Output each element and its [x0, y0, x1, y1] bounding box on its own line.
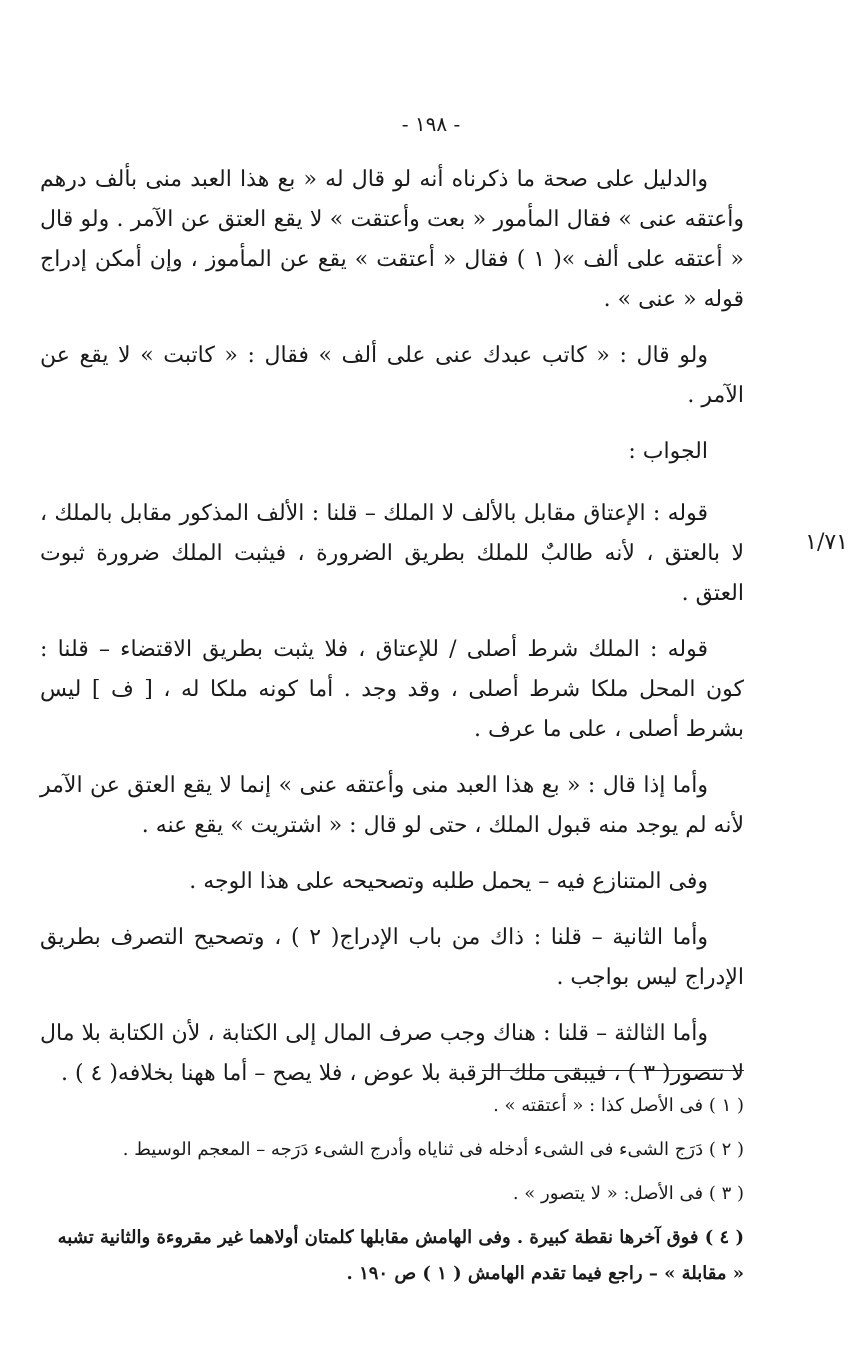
- footnote-2: ( ٢ ) دَرَج الشىء فى الشىء أدخله فى ثناياه وأدرج الشىء دَرَجه – المعجم الوسيط .: [122, 1139, 744, 1160]
- paragraph-7: وفى المتنازع فيه – يحمل طلبه وتصحيحه على هذا الوجه .: [189, 869, 708, 894]
- paragraph-8: وأما الثانية – قلنا : ذاك من باب الإدراج( ٢ ) ، وتصحيح التصرف بطريق الإدراج ليس بواجب .: [40, 925, 744, 990]
- footnote-1: ( ١ ) فى الأصل كذا : « أعتقته » .: [493, 1095, 744, 1116]
- footnote-divider: [482, 1070, 744, 1071]
- page-number: - ١٩٨ -: [401, 112, 461, 136]
- paragraph-1: والدليل على صحة ما ذكرناه أنه لو قال له « بع هذا العبد منى بألف درهم وأعتقه عنى » فقال المأمور « بعت وأعتقت » لا يقع العتق عن الآمر . ولو قال « أعتقه على ألف »( ١ ) فقال « أعتقت » يقع عن المأموز ، وإن أمكن إدراج قوله « عنى » .: [40, 167, 745, 312]
- footnote-4: ( ٤ ) فوق آخرها نقطة كبيرة . وفى الهامش مقابلها كلمتان أولاهما غير مقروءة والثانية تشبه: [57, 1227, 744, 1248]
- margin-folio-reference: ١/٧١: [805, 530, 848, 555]
- paragraph-2: ولو قال : « كاتب عبدك عنى على ألف » فقال : « كاتبت » لا يقع عن الآمر .: [40, 343, 744, 408]
- paragraph-answer-heading: الجواب :: [628, 439, 708, 464]
- paragraph-9: وأما الثالثة – قلنا : هناك وجب صرف المال إلى الكتابة ، لأن الكتابة بلا مال لا تتصور( ٣ ) ، فيبقى ملك الرقبة بلا عوض ، فلا يصح – أما ههنا بخلافه( ٤ ) .: [40, 1021, 744, 1086]
- footnote-4-continuation: « مقابلة » – راجع فيما تقدم الهامش ( ١ ) ص ١٩٠ .: [346, 1263, 744, 1284]
- main-text: [40, 160, 744, 1110]
- paragraph-6: وأما إذا قال : « بع هذا العبد منى وأعتقه عنى » إنما لا يقع العتق عن الآمر لأنه لم يوجد منه قبول الملك ، حتى لو قال : « اشتريت » يقع عنه .: [40, 773, 744, 838]
- paragraph-4: قوله : الإعتاق مقابل بالألف لا الملك – قلنا : الألف المذكور مقابل بالملك ، لا بالعتق ، لأنه طالبٌ للملك بطريق الضرورة ، فيثبت الملك ضرورة ثبوت العتق .: [40, 501, 744, 606]
- footnote-3: ( ٣ ) فى الأصل: « لا يتصور » .: [512, 1183, 744, 1204]
- paragraph-5: قوله : الملك شرط أصلى / للإعتاق ، فلا يثبت بطريق الاقتضاء – قلنا : كون المحل ملكا شرط أصلى ، وقد وجد . أما كونه ملكا له ، [ ف ] ليس بشرط أصلى ، على ما عرف .: [40, 637, 744, 742]
- footnotes: [40, 1088, 744, 1300]
